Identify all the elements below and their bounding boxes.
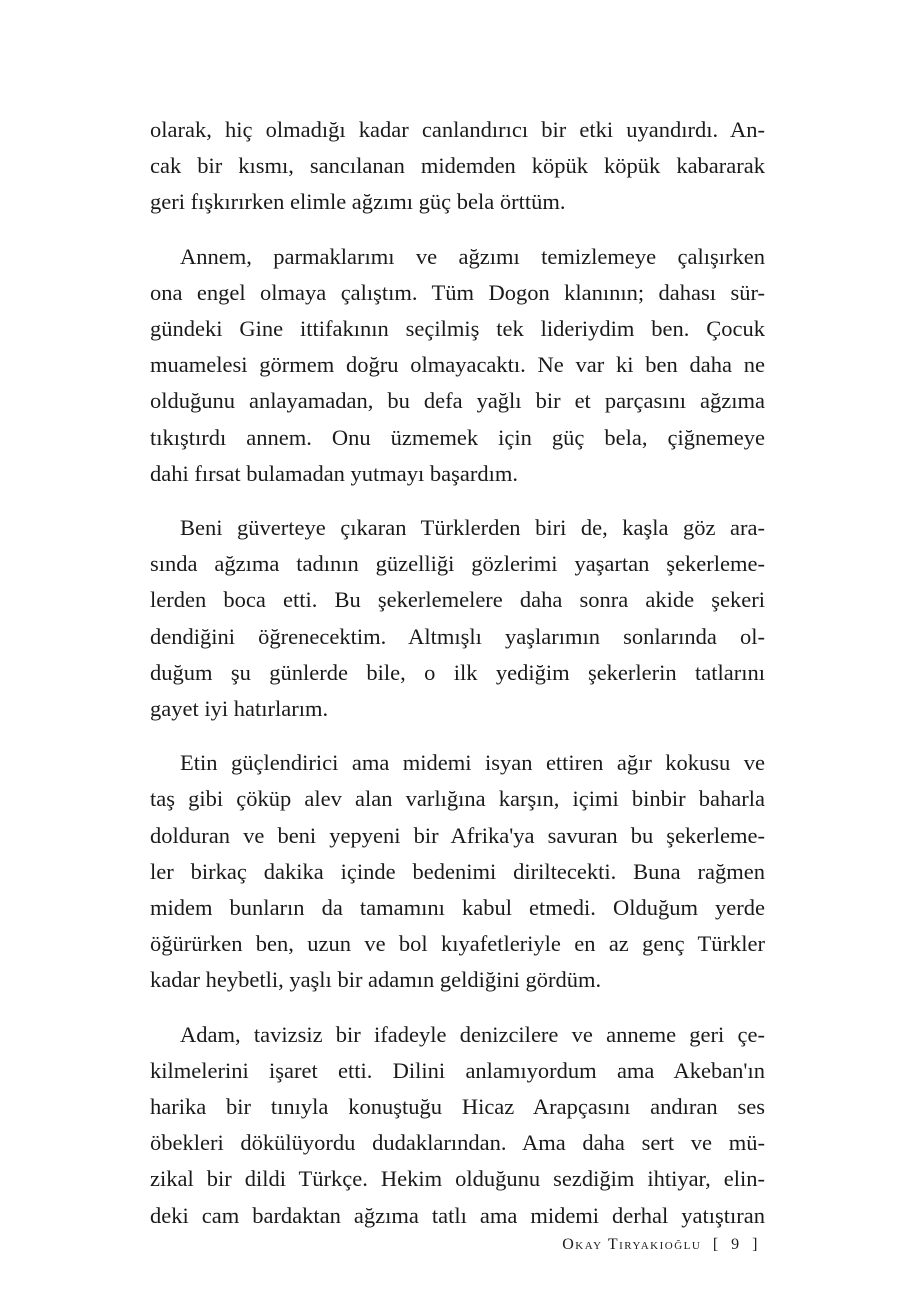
text-line: olarak, hiç olmadığı kadar canlandırıcı bir etki uyandırdı. An- bbox=[150, 117, 765, 142]
paragraph bbox=[150, 1017, 765, 1234]
text-line: ona engel olmaya çalıştım. Tüm Dogon klanının; dahası sür- bbox=[150, 279, 765, 305]
text-line: duğum şu günlerde bile, o ilk yediğim şekerlerin tatlarını bbox=[150, 659, 765, 685]
text-line: lerden boca etti. Bu şekerlemelere daha sonra akide şekeri bbox=[150, 587, 765, 613]
text-line: cak bir kısmı, sancılanan midemden köpük köpük kabararak bbox=[150, 153, 765, 179]
text-line: harika bir tınıyla konuştuğu Hicaz Arapçasını andıran ses bbox=[150, 1094, 765, 1120]
footer-bracket-open: [ bbox=[712, 1236, 720, 1253]
text-line: taş gibi çöküp alev alan varlığına karşın, içimi binbir baharla bbox=[150, 786, 765, 812]
text-line: zikal bir dildi Türkçe. Hekim olduğunu sezdiğim ihtiyar, elin- bbox=[150, 1166, 765, 1192]
text-line: Etin güçlendirici ama midemi isyan ettiren ağır kokusu ve bbox=[180, 750, 765, 776]
text-line: geri fışkırırken elimle ağzımı güç bela örttüm. bbox=[150, 189, 566, 215]
text-line: dendiğini öğrenecektim. Altmışlı yaşlarımın sonlarında ol- bbox=[150, 623, 765, 649]
text-line: öbekleri dökülüyordu dudaklarından. Ama daha sert ve mü- bbox=[150, 1130, 765, 1156]
text-line: öğürürken ben, uzun ve bol kıyafetleriyle en az genç Türkler bbox=[150, 931, 765, 957]
text-line: Beni güverteye çıkaran Türklerden biri de, kaşla göz ara- bbox=[180, 515, 765, 541]
text-line: dolduran ve beni yepyeni bir Afrika'ya savuran bu şekerleme- bbox=[150, 822, 765, 848]
text-line: ler birkaç dakika içinde bedenimi diriltecekti. Buna rağmen bbox=[150, 858, 765, 884]
paragraph bbox=[150, 112, 765, 221]
text-line: dahi fırsat bulamadan yutmayı başardım. bbox=[150, 460, 519, 486]
text-line: sında ağzıma tadının güzelliği gözlerimi yaşartan şekerleme- bbox=[150, 551, 765, 577]
text-line: gayet iyi hatırlarım. bbox=[150, 696, 329, 722]
text-line: midem bunların da tamamını kabul etmedi. Olduğum yerde bbox=[150, 895, 765, 921]
text-line: Adam, tavizsiz bir ifadeyle denizcilere ve anneme geri çe- bbox=[180, 1021, 765, 1047]
text-line: muamelesi görmem doğru olmayacaktı. Ne var ki ben daha ne bbox=[150, 352, 765, 378]
text-line: tıkıştırdı annem. Onu üzmemek için güç bela, çiğnemeye bbox=[150, 424, 765, 450]
text-line: gündeki Gine ittifakının seçilmiş tek lideriydim ben. Çocuk bbox=[150, 316, 765, 342]
text-line: olduğunu anlayamadan, bu defa yağlı bir et parçasını ağzıma bbox=[150, 388, 765, 414]
paragraph bbox=[150, 239, 765, 492]
footer-author: Okay Tiryakioğlu bbox=[562, 1236, 702, 1253]
text-line: Annem, parmaklarımı ve ağzımı temizlemeye çalışırken bbox=[180, 243, 765, 269]
text-line: kadar heybetli, yaşlı bir adamın geldiğini gördüm. bbox=[150, 967, 602, 993]
page-number: 9 bbox=[731, 1236, 741, 1253]
paragraph bbox=[150, 510, 765, 727]
text-line: deki cam bardaktan ağzıma tatlı ama midemi derhal yatıştıran bbox=[150, 1202, 765, 1228]
footer-bracket-close: ] bbox=[752, 1236, 759, 1253]
body-text bbox=[150, 112, 765, 1252]
text-line: kilmelerini işaret etti. Dilini anlamıyordum ama Akeban'ın bbox=[150, 1057, 765, 1083]
paragraph bbox=[150, 745, 765, 998]
running-footer bbox=[520, 1236, 765, 1254]
